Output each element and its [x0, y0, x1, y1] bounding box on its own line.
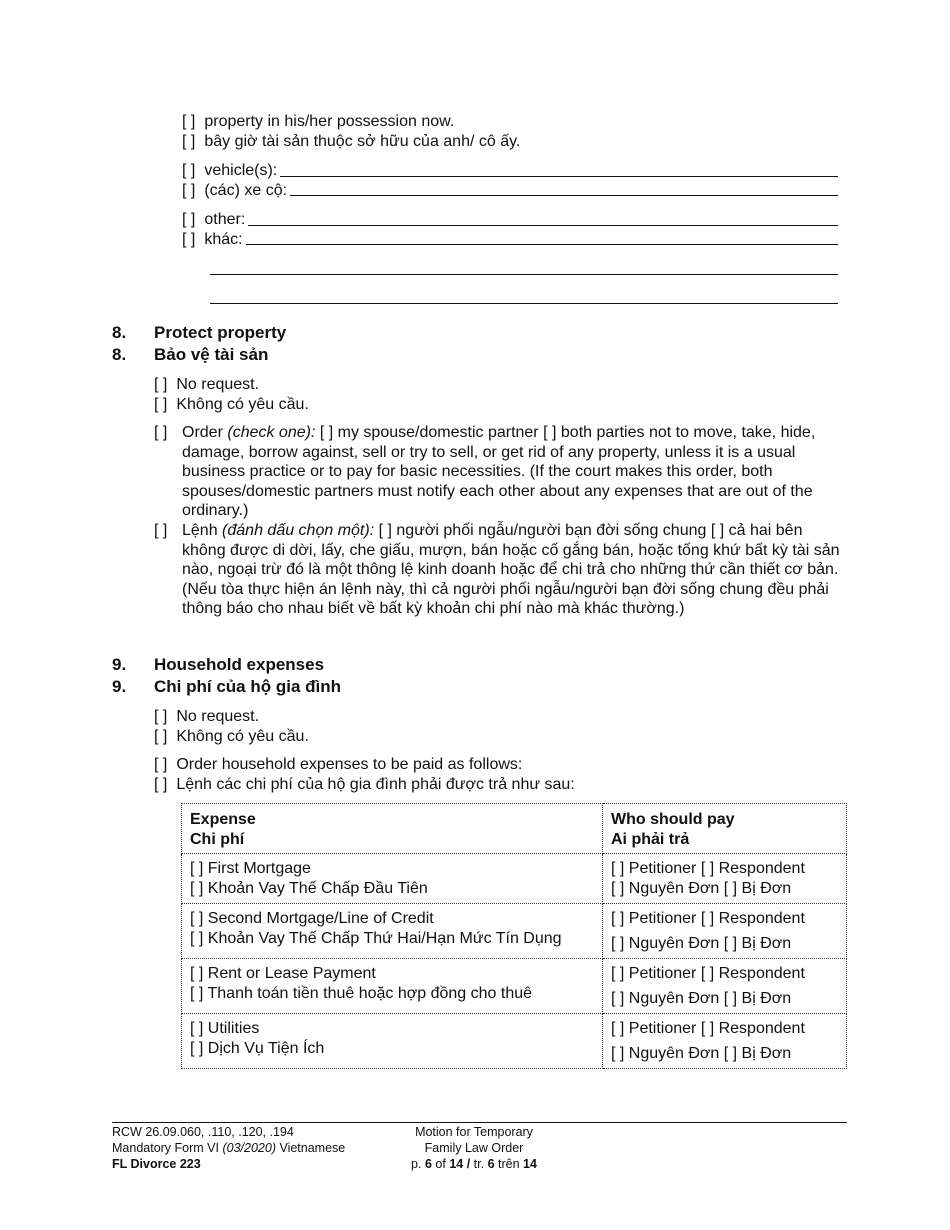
expense-label-vi: [ ] Khoản Vay Thế Chấp Đầu Tiên — [190, 879, 428, 897]
possession-checkbox-vi[interactable]: [ ] — [182, 132, 196, 150]
vehicle-checkbox[interactable]: [ ] — [182, 162, 196, 179]
table-row — [182, 1014, 847, 1069]
section9-title-en: Household expenses — [154, 655, 325, 674]
vehicle-option — [182, 161, 838, 200]
vehicle-checkbox-vi[interactable]: [ ] — [182, 181, 196, 199]
payer-label-vi: [ ] Nguyên Đơn [ ] Bị Đơn — [611, 934, 792, 952]
section8-order-checkbox-vi[interactable]: [ ] — [154, 522, 168, 539]
section8-order-checkbox[interactable]: [ ] — [154, 424, 168, 441]
expense-label-vi: [ ] Khoản Vay Thế Chấp Thứ Hai/Hạn Mức Tín Dụng — [190, 929, 562, 947]
page-num: 6 — [424, 1157, 432, 1171]
section8-no-request — [154, 375, 309, 414]
payer-cell[interactable] — [603, 959, 847, 1014]
order-spouse-checkbox[interactable]: [ ] — [319, 424, 334, 441]
vehicle-label-en: vehicle(s): — [204, 162, 278, 179]
payer-header-vi: Ai phải trả — [611, 830, 690, 848]
section9-order-vi: Lệnh các chi phí của hộ gia đình phải được trả như sau: — [176, 775, 575, 793]
blank-line-1[interactable] — [210, 274, 838, 275]
other-option — [182, 210, 838, 249]
expense-label-en: [ ] First Mortgage — [190, 860, 311, 877]
section9-order-en: Order household expenses to be paid as follows: — [176, 756, 523, 773]
section9-no-request-vi: Không có yêu cầu. — [176, 727, 309, 745]
order-both-checkbox-vi[interactable]: [ ] — [710, 522, 725, 539]
footer-form-lead: Mandatory Form VI — [112, 1141, 219, 1155]
expense-label-vi: [ ] Dịch Vụ Tiện Ích — [190, 1039, 325, 1057]
table-row — [182, 959, 847, 1014]
vehicle-fill-line[interactable] — [280, 176, 838, 177]
expense-label-en: [ ] Second Mortgage/Line of Credit — [190, 910, 434, 927]
page-tren: trên — [498, 1157, 520, 1171]
section9-number-vi: 9. — [112, 677, 127, 696]
page-sep: / — [466, 1157, 471, 1171]
page-of: of — [435, 1157, 446, 1171]
footer-page-number — [374, 1156, 574, 1172]
order-text-en: both parties not to move, take, hide, damage, borrow against, sell or try to sell, or get rid of any property, unless it is a usual business practice or to pay for basic necessities. (If the court makes this order, both spouses/domestic partners must notify each other about any expenses that are out of the ordinary.) — [182, 424, 816, 519]
vehicle-fill-line-vi[interactable] — [290, 195, 838, 196]
section8-number-vi: 8. — [112, 345, 127, 364]
payer-label-en: [ ] Petitioner [ ] Respondent — [611, 860, 805, 877]
expense-header-en: Expense — [190, 811, 256, 828]
footer-center — [374, 1124, 574, 1172]
other-fill-line[interactable] — [248, 225, 838, 226]
section9-order — [154, 755, 575, 794]
page-total: 14 — [449, 1157, 464, 1171]
other-label-vi: khác: — [204, 230, 243, 248]
property-possession-option — [182, 112, 838, 151]
footer-divider — [112, 1122, 847, 1123]
payer-label-en: [ ] Petitioner [ ] Respondent — [611, 965, 805, 982]
section9-no-request-checkbox[interactable]: [ ] — [154, 708, 168, 725]
expense-cell[interactable] — [182, 904, 603, 959]
payer-column-header — [603, 804, 847, 854]
page-p: p. — [411, 1157, 422, 1171]
section8-title-en: Protect property — [154, 323, 287, 342]
expense-label-en: [ ] Rent or Lease Payment — [190, 965, 376, 982]
table-row — [182, 904, 847, 959]
section9-title-vi: Chi phí của hộ gia đình — [154, 677, 341, 696]
footer-title-line1: Motion for Temporary — [415, 1125, 533, 1139]
section8-no-request-en: No request. — [176, 376, 260, 393]
order-spouse-label-en: my spouse/domestic partner — [337, 424, 539, 441]
order-check-one-en: (check one): — [227, 424, 316, 441]
order-spouse-checkbox-vi[interactable]: [ ] — [378, 522, 392, 539]
vehicle-label-vi: (các) xe cộ: — [204, 181, 288, 199]
order-lead-vi: Lệnh — [182, 522, 218, 539]
footer-form — [112, 1140, 345, 1156]
expense-label-vi: [ ] Thanh toán tiền thuê hoặc hợp đồng cho thuê — [190, 984, 533, 1002]
footer-left — [112, 1124, 345, 1172]
section9-no-request-checkbox-vi[interactable]: [ ] — [154, 727, 168, 745]
payer-label-vi: [ ] Nguyên Đơn [ ] Bị Đơn — [611, 989, 792, 1007]
section8-no-request-vi: Không có yêu cầu. — [176, 395, 309, 413]
payer-header-en: Who should pay — [611, 811, 735, 828]
possession-checkbox[interactable]: [ ] — [182, 113, 196, 130]
page-tr: tr. — [473, 1157, 485, 1171]
expense-header-vi: Chi phí — [190, 830, 245, 848]
section9-no-request — [154, 707, 309, 746]
other-label-en: other: — [204, 211, 246, 228]
order-lead-en: Order — [182, 424, 223, 441]
expense-cell[interactable] — [182, 959, 603, 1014]
section8-order-vi — [154, 521, 844, 619]
section9-number: 9. — [112, 655, 127, 674]
other-checkbox[interactable]: [ ] — [182, 211, 196, 228]
order-both-checkbox[interactable]: [ ] — [543, 424, 557, 441]
expense-table — [181, 803, 847, 1069]
expense-label-en: [ ] Utilities — [190, 1020, 260, 1037]
section8-no-request-checkbox[interactable]: [ ] — [154, 376, 168, 393]
payer-cell[interactable] — [603, 854, 847, 904]
section9-order-checkbox[interactable]: [ ] — [154, 756, 168, 773]
table-row — [182, 854, 847, 904]
payer-label-en: [ ] Petitioner [ ] Respondent — [611, 1020, 805, 1037]
blank-line-2[interactable] — [210, 303, 838, 304]
possession-label-en: property in his/her possession now. — [204, 113, 455, 130]
possession-label-vi: bây giờ tài sản thuộc sở hữu của anh/ cô ấy. — [204, 132, 521, 150]
footer-form-date: (03/2020) — [222, 1141, 276, 1155]
footer-rcw: RCW 26.09.060, .110, .120, .194 — [112, 1125, 294, 1139]
payer-label-en: [ ] Petitioner [ ] Respondent — [611, 910, 805, 927]
order-check-one-vi: (đánh dấu chọn một): — [222, 522, 375, 539]
page-total-vi: 14 — [523, 1157, 537, 1171]
payer-label-vi: [ ] Nguyên Đơn [ ] Bị Đơn — [611, 879, 792, 897]
section8-order-en — [154, 423, 844, 521]
other-checkbox-vi[interactable]: [ ] — [182, 230, 196, 248]
order-spouse-label-vi: người phối ngẫu/người bạn đời sống chung — [396, 522, 707, 539]
expense-column-header — [182, 804, 603, 854]
page-num-vi: 6 — [487, 1157, 495, 1171]
section9-no-request-en: No request. — [176, 708, 260, 725]
footer-form-lang: Vietnamese — [279, 1141, 346, 1155]
payer-cell[interactable] — [603, 1014, 847, 1069]
expense-cell[interactable] — [182, 1014, 603, 1069]
expense-cell[interactable] — [182, 854, 603, 904]
payer-cell[interactable] — [603, 904, 847, 959]
order-text-vi: cả hai bên không được di dời, lấy, che giấu, mượn, bán hoặc cố gắng bán, hoặc tống khứ bất kỳ tài sản nào, ngoại trừ đó là một thông lệ kinh doanh hoặc để chi trả cho những thứ cần thiết cơ bản. (Nếu tòa thực hiện án lệnh này, thì cả người phối ngẫu/người bạn đời sống chung đều phải thông báo cho nhau biết về bất kỳ khoản chi phí nào mà khác thường.) — [182, 522, 840, 617]
section8-title-vi: Bảo vệ tài sản — [154, 345, 269, 364]
section9-order-checkbox-vi[interactable]: [ ] — [154, 775, 168, 793]
payer-label-vi: [ ] Nguyên Đơn [ ] Bị Đơn — [611, 1044, 792, 1062]
other-fill-line-vi[interactable] — [246, 244, 838, 245]
footer-form-id: FL Divorce 223 — [112, 1157, 201, 1171]
expense-table-header — [182, 804, 847, 854]
section8-number: 8. — [112, 323, 127, 342]
section8-no-request-checkbox-vi[interactable]: [ ] — [154, 395, 168, 413]
footer-title-line2: Family Law Order — [424, 1141, 524, 1155]
